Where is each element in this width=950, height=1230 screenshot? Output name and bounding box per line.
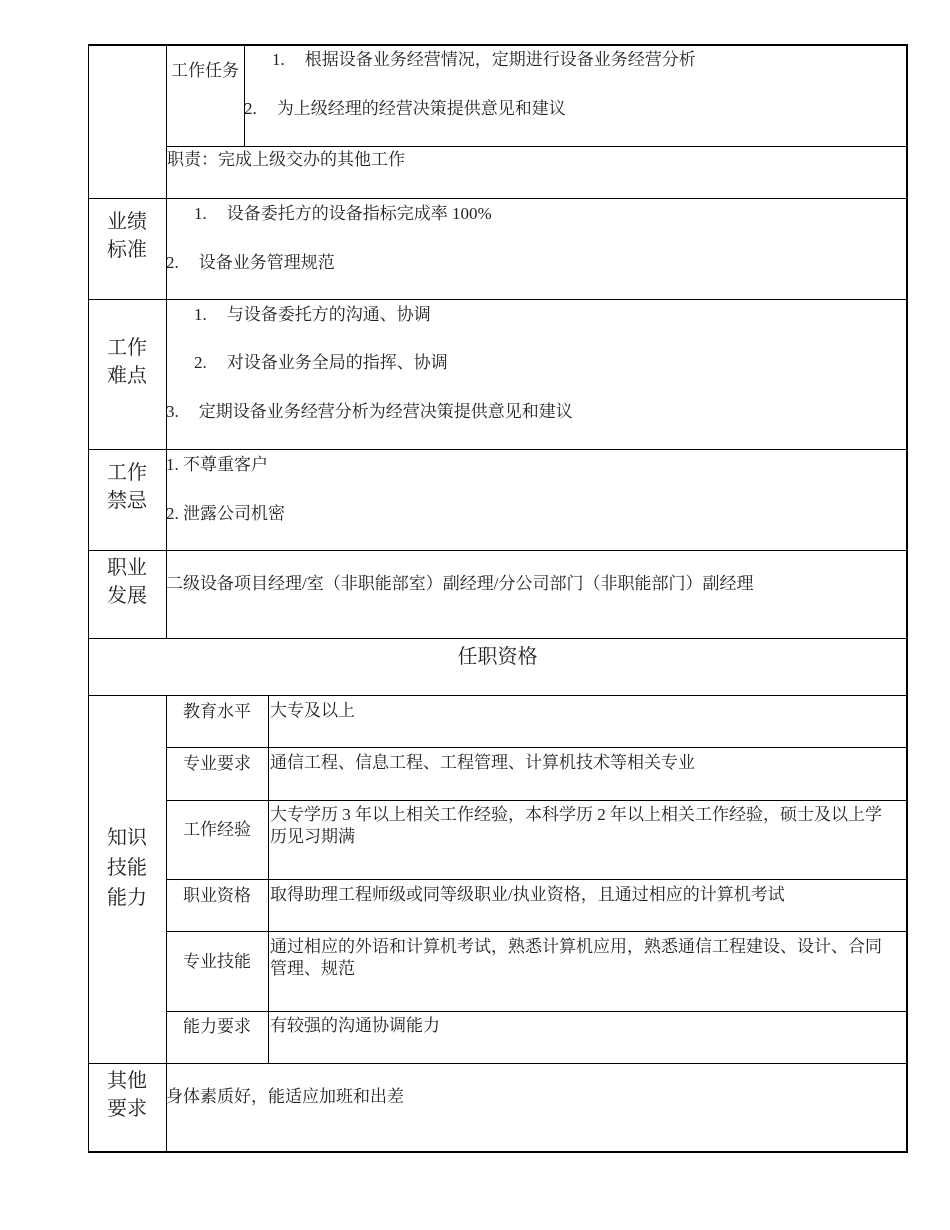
difficulty-item: 1. 与设备委托方的沟通、协调 <box>194 305 431 324</box>
performance-label: 业绩 标准 <box>107 211 147 261</box>
border-bottom <box>88 1151 907 1153</box>
job-duty-text: 职责：完成上级交办的其他工作 <box>167 150 405 169</box>
task-duty-divider <box>166 146 907 147</box>
qual-row-label: 职业资格 <box>183 886 251 905</box>
qual-row-divider <box>166 931 907 932</box>
qual-row-divider <box>166 800 907 801</box>
border-right <box>906 44 908 1153</box>
divider-other <box>88 1063 907 1064</box>
job-task-item: 2. 为上级经理的经营决策提供意见和建议 <box>244 99 566 118</box>
qual-row-label: 工作经验 <box>183 820 251 839</box>
divider-qual-heading <box>88 638 907 639</box>
qual-row-divider <box>166 1011 907 1012</box>
task-sub-divider <box>244 44 245 146</box>
difficulty-item: 3. 定期设备业务经营分析为经营决策提供意见和建议 <box>166 402 573 421</box>
qual-row-value: 大专学历 3 年以上相关工作经验，本科学历 2 年以上相关工作经验，硕士及以上学历见习期满 <box>270 805 882 846</box>
difficulties-label: 工作 难点 <box>107 337 147 387</box>
difficulty-item: 2. 对设备业务全局的指挥、协调 <box>194 353 448 372</box>
qual-row-divider <box>166 879 907 880</box>
taboo-item: 1. 不尊重客户 <box>166 455 268 474</box>
qual-row-label: 教育水平 <box>183 702 251 721</box>
qual-row-value: 通信工程、信息工程、工程管理、计算机技术等相关专业 <box>270 753 695 772</box>
job-tasks-label: 工作任务 <box>171 61 239 80</box>
qual-row-label: 能力要求 <box>183 1017 251 1036</box>
career-path-text: 二级设备项目经理/室（非职能部室）副经理/分公司部门（非职能部门）副经理 <box>166 574 754 593</box>
divider-qual-body <box>88 695 907 696</box>
divider-difficulties <box>88 299 907 300</box>
other-label: 其他 要求 <box>107 1070 147 1120</box>
career-label: 职业 发展 <box>107 557 147 607</box>
qual-row-divider <box>166 747 907 748</box>
qual-row-value: 取得助理工程师级或同等级职业/执业资格，且通过相应的计算机考试 <box>270 885 785 904</box>
job-task-item: 1. 根据设备业务经营情况，定期进行设备业务经营分析 <box>272 50 696 69</box>
border-top <box>88 44 907 46</box>
qual-row-value: 通过相应的外语和计算机考试，熟悉计算机应用，熟悉通信工程建设、设计、合同管理、规范 <box>270 937 882 978</box>
qualifications-label: 知识 技能 能力 <box>107 827 147 909</box>
performance-item: 2. 设备业务管理规范 <box>166 253 335 272</box>
qual-sub-divider <box>268 696 269 1064</box>
performance-item: 1. 设备委托方的设备指标完成率 100% <box>194 204 492 223</box>
other-requirements-text: 身体素质好，能适应加班和出差 <box>166 1087 404 1106</box>
qual-row-value: 大专及以上 <box>270 701 355 720</box>
qualifications-heading: 任职资格 <box>457 646 538 668</box>
divider-taboos <box>88 449 907 450</box>
qual-row-label: 专业技能 <box>183 952 251 971</box>
qual-row-label: 专业要求 <box>183 754 251 773</box>
qual-row-value: 有较强的沟通协调能力 <box>270 1016 440 1035</box>
divider-performance <box>88 198 907 199</box>
taboos-label: 工作 禁忌 <box>107 462 147 512</box>
taboo-item: 2. 泄露公司机密 <box>166 504 285 523</box>
divider-career <box>88 550 907 551</box>
